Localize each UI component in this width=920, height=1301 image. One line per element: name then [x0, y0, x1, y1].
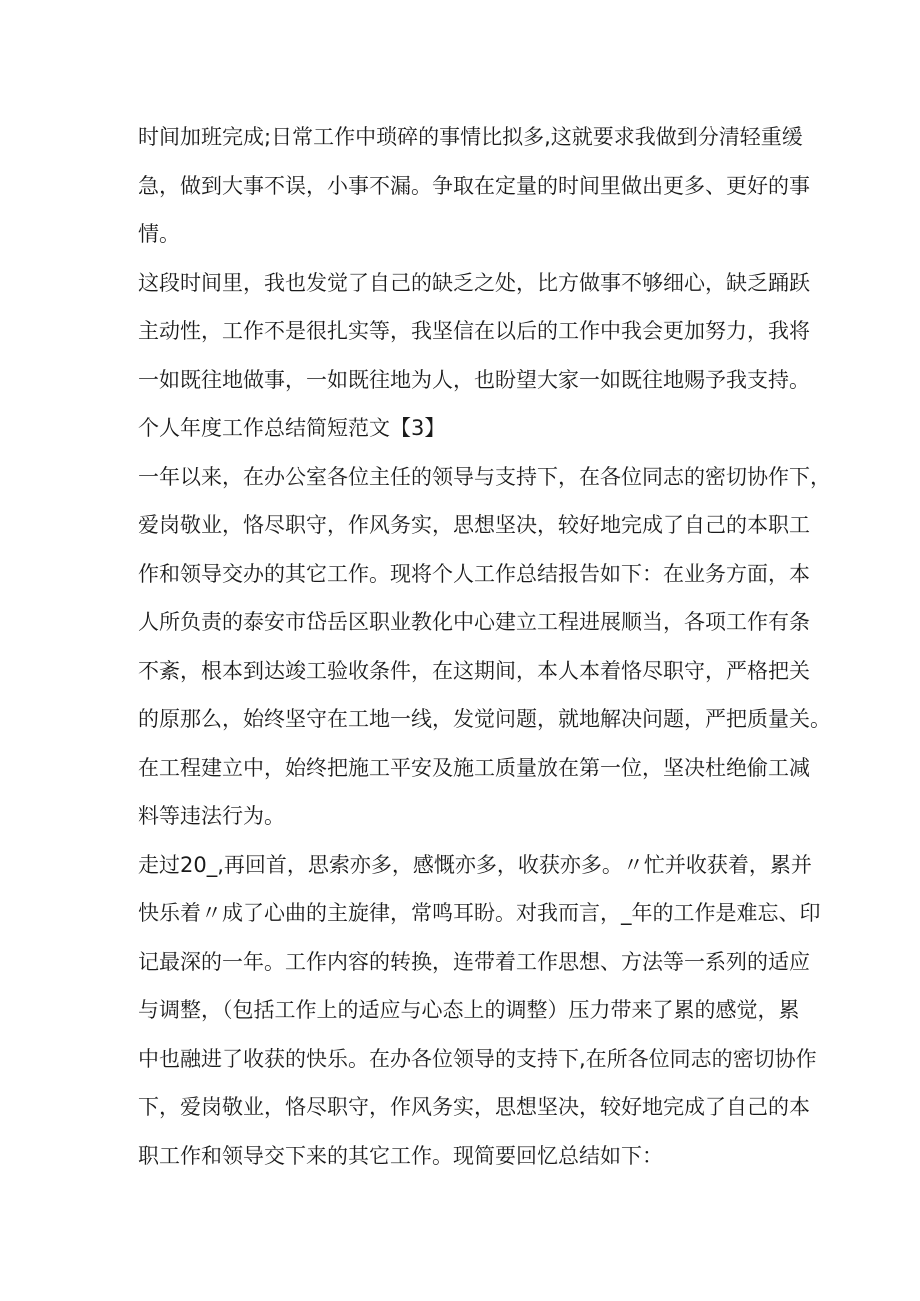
text-line-6: 一如既往地做事，一如既往地为人，也盼望大家一如既往地赐予我支持。 — [138, 367, 810, 392]
text-line-18: 记最深的一年。工作内容的转换，连带着工作思想、方法等一系列的适应 — [138, 949, 810, 974]
text-line-9: 爱岗敬业，恪尽职守，作风务实，思想坚决，较好地完成了自己的本职工 — [138, 513, 810, 537]
text-line-1: 时间加班完成;日常工作中琐碎的事情比拟多,这就要求我做到分清轻重缓 — [138, 125, 803, 149]
text-line-2: 急，做到大事不误，小事不漏。争取在定量的时间里做出更多、更好的事 — [138, 173, 810, 198]
text-line-20: 中也融进了收获的快乐。在办各位领导的支持下,在所各位同志的密切协作 — [138, 1046, 817, 1071]
text-line-11: 人所负责的泰安市岱岳区职业教化中心建立工程进展顺当，各项工作有条 — [138, 610, 810, 634]
text-line-16: 走过20_,再回首，思索亦多，感慨亦多，收获亦多。〃忙并收获着，累并 — [138, 852, 812, 877]
text-line-4: 这段时间里，我也发觉了自己的缺乏之处，比方做事不够细心，缺乏踊跃 — [138, 270, 810, 295]
section-heading: 个人年度工作总结简短范文【3】 — [138, 416, 446, 440]
text-line-17: 快乐着〃成了心曲的主旋律，常鸣耳盼。对我而言，_年的工作是难忘、印 — [138, 901, 821, 925]
document-body — [138, 113, 831, 1180]
text-line-14: 在工程建立中，始终把施工平安及施工质量放在第一位，坚决杜绝偷工减 — [138, 755, 810, 780]
text-line-19: 与调整，（包括工作上的适应与心态上的调整）压力带来了累的感觉，累 — [138, 998, 800, 1022]
text-line-8: 一年以来，在办公室各位主任的领导与支持下，在各位同志的密切协作下， — [138, 464, 831, 489]
text-line-22: 职工作和领导交下来的其它工作。现简要回忆总结如下： — [138, 1143, 663, 1168]
text-line-5: 主动性，工作不是很扎实等，我坚信在以后的工作中我会更加努力，我将 — [138, 319, 810, 343]
text-line-15: 料等违法行为。 — [138, 804, 285, 828]
text-line-12: 不紊，根本到达竣工验收条件，在这期间，本人本着恪尽职守，严格把关 — [138, 658, 810, 683]
text-line-21: 下，爱岗敬业，恪尽职守，作风务实，思想坚决，较好地完成了自己的本 — [138, 1095, 810, 1119]
text-line-3: 情。 — [138, 222, 180, 246]
text-line-13: 的原那么，始终坚守在工地一线，发觉问题，就地解决问题，严把质量关。 — [138, 707, 831, 731]
text-line-10: 作和领导交办的其它工作。现将个人工作总结报告如下：在业务方面，本 — [138, 561, 810, 586]
